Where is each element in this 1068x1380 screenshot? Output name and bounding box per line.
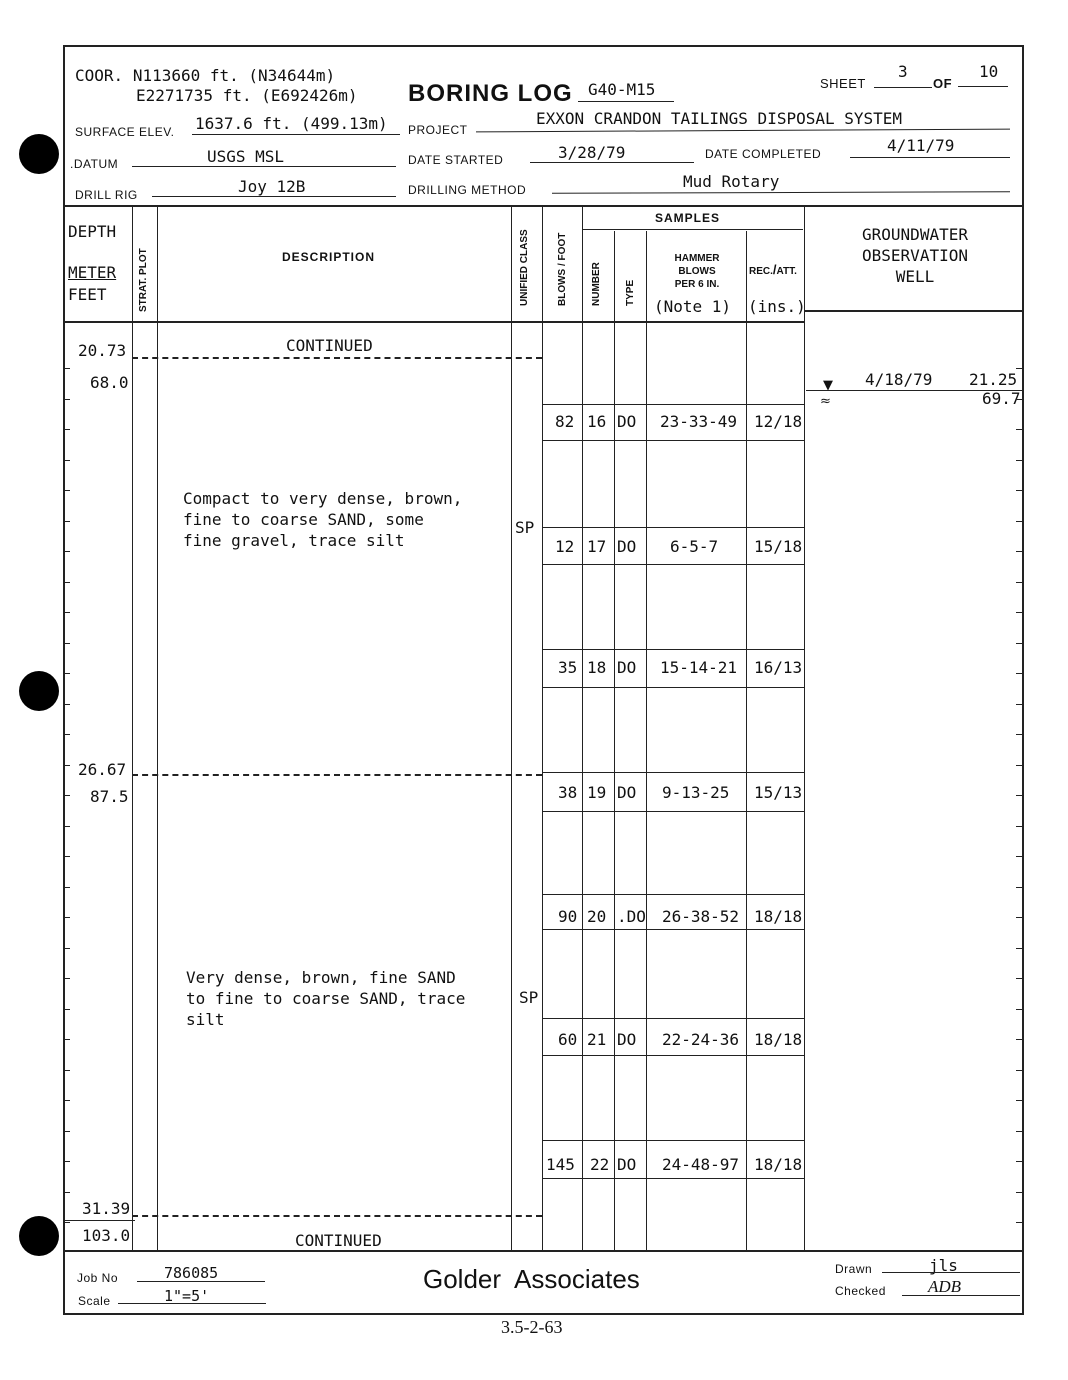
well-tick: [1016, 1009, 1023, 1010]
rec-att-header: REC./ATT.: [749, 262, 797, 277]
layer-2-class: SP: [519, 988, 539, 1007]
layer-1-description: Compact to very dense, brown, fine to coarse SAND, some fine gravel, trace silt: [183, 489, 463, 550]
column-header-bottom: [63, 321, 804, 323]
well-tick: [1016, 399, 1023, 400]
col-line-hammer: [746, 231, 747, 1250]
meter-header: METER: [68, 263, 117, 282]
sample-type: DO: [617, 412, 637, 431]
water-depth-feet: 69.7: [982, 389, 1021, 408]
depth-tick: [63, 887, 70, 888]
sample-recovery: 18/18: [754, 1155, 803, 1174]
job-number-label: Job No: [77, 1271, 119, 1285]
sheet-label: SHEET: [820, 76, 866, 91]
col-line-strat: [157, 206, 158, 1250]
well-tick: [1016, 1192, 1023, 1193]
date-completed-underline: [850, 157, 1010, 158]
hammer-note: (Note 1): [654, 297, 732, 316]
surface-elev-label: SURFACE ELEV.: [75, 125, 175, 139]
gw-header-bottom: [804, 310, 1024, 312]
coor-north: N113660 ft. (N34644m): [132, 66, 336, 85]
well-tick: [1016, 460, 1023, 461]
col-line-class: [542, 206, 543, 1250]
depth-tick: [63, 1131, 70, 1132]
header-separator: [63, 205, 1024, 207]
well-tick: [1016, 612, 1023, 613]
unified-class-header: UNIFIED CLASS: [519, 229, 530, 306]
drawn-by: jls: [929, 1256, 958, 1275]
depth-tick: [63, 429, 70, 430]
layer-boundary-bottom: [132, 1215, 542, 1217]
binder-hole-top: [19, 134, 59, 174]
depth-bottom-rule: [63, 1220, 135, 1221]
checked-by: ADB: [928, 1277, 962, 1296]
sample-number: 16: [587, 412, 607, 431]
sample-row-top: [542, 649, 804, 650]
sample-recovery: 15/13: [754, 783, 803, 802]
blows-foot-header: BLOWS / FOOT: [557, 232, 568, 306]
sample-number: 22: [590, 1155, 610, 1174]
sample-number: 20: [587, 907, 607, 926]
depth-tick: [63, 1222, 70, 1223]
sample-row-bottom: [542, 929, 804, 930]
sample-hammer: 15-14-21: [660, 658, 738, 677]
well-tick: [1016, 1070, 1023, 1071]
depth-tick: [63, 917, 70, 918]
depth-tick: [63, 1039, 70, 1040]
coor-east: E2271735 ft. (E692426m): [136, 86, 358, 105]
drill-rig-label: DRILL RIG: [75, 188, 138, 202]
sample-recovery: 12/18: [754, 412, 803, 431]
type-header: TYPE: [625, 279, 636, 306]
well-tick: [1016, 1131, 1023, 1132]
rec-unit: (ins.): [748, 297, 806, 316]
well-tick: [1016, 1222, 1023, 1223]
sample-row-top: [542, 527, 804, 528]
well-tick: [1016, 826, 1023, 827]
sample-type: DO: [617, 537, 637, 556]
depth-tick: [63, 399, 70, 400]
drawn-underline: [882, 1272, 1020, 1273]
sample-type: DO: [617, 658, 637, 677]
depth-bot-feet: 103.0: [82, 1226, 131, 1245]
datum-underline: [132, 166, 396, 167]
depth-tick: [63, 704, 70, 705]
project-label: PROJECT: [408, 123, 468, 137]
sample-row-top: [542, 1018, 804, 1019]
date-started-label: DATE STARTED: [408, 153, 504, 167]
checked-label: Checked: [835, 1284, 886, 1298]
date-started: 3/28/79: [558, 143, 626, 162]
depth-tick: [63, 734, 70, 735]
sample-row-bottom: [542, 440, 804, 441]
sample-hammer: 22-24-36: [662, 1030, 740, 1049]
well-tick: [1016, 948, 1023, 949]
depth-header: DEPTH: [68, 222, 117, 241]
gw-line-1: GROUNDWATER: [862, 225, 968, 244]
sample-hammer: 23-33-49: [660, 412, 738, 431]
sample-blows: 82: [555, 412, 575, 431]
col-line-desc: [511, 206, 512, 1250]
sample-type: DO: [617, 1155, 637, 1174]
surface-elev: 1637.6 ft. (499.13m): [195, 114, 388, 133]
well-tick: [1016, 887, 1023, 888]
sheet-number: 3: [898, 62, 908, 81]
sample-number: 17: [587, 537, 607, 556]
depth-tick: [63, 1070, 70, 1071]
well-tick: [1016, 368, 1023, 369]
datum-label: .DATUM: [70, 157, 119, 171]
sample-type: DO: [617, 1030, 637, 1049]
continued-top: CONTINUED: [286, 336, 373, 355]
drill-rig-underline: [152, 196, 396, 197]
hammer-line-2: BLOWS: [678, 266, 716, 277]
depth-tick: [63, 1192, 70, 1193]
water-depth-meter: 21.25: [969, 370, 1018, 389]
boring-id: G40-M15: [588, 80, 656, 99]
depth-tick: [63, 856, 70, 857]
sample-blows: 38: [558, 783, 578, 802]
hammer-line-1: HAMMER: [674, 253, 720, 264]
depth-top-meter: 20.73: [78, 341, 127, 360]
job-number: 786085: [164, 1264, 219, 1282]
boring-log-title: BORING LOG: [408, 80, 573, 107]
col-line-rec: [804, 206, 805, 1250]
datum: USGS MSL: [207, 147, 285, 166]
sample-recovery: 16/13: [754, 658, 803, 677]
sample-blows: 90: [558, 907, 578, 926]
well-tick: [1016, 1100, 1023, 1101]
checked-underline: [902, 1295, 1020, 1296]
surface-elev-underline: [192, 134, 400, 135]
depth-tick: [63, 643, 70, 644]
depth-tick: [63, 460, 70, 461]
depth-bot-meter: 31.39: [82, 1199, 131, 1218]
layer-boundary-top: [132, 357, 542, 359]
sheet-number-underline: [874, 87, 932, 88]
gw-line-2: OBSERVATION: [862, 246, 968, 265]
binder-hole-bottom: [19, 1216, 59, 1256]
sample-blows: 60: [558, 1030, 578, 1049]
coordinates: [75, 66, 358, 106]
sample-number: 18: [587, 658, 607, 677]
sample-row-bottom: [542, 687, 804, 688]
continued-bottom: CONTINUED: [295, 1231, 382, 1250]
well-tick: [1016, 856, 1023, 857]
depth-tick: [63, 673, 70, 674]
well-tick: [1016, 673, 1023, 674]
drill-rig: Joy 12B: [238, 177, 306, 196]
depth-mid-meter: 26.67: [78, 760, 127, 779]
binder-hole-middle: [19, 671, 59, 711]
date-started-underline: [530, 162, 694, 163]
col-line-blows: [582, 206, 583, 1250]
sample-recovery: 15/18: [754, 537, 803, 556]
depth-tick: [63, 948, 70, 949]
sample-row-bottom: [542, 811, 804, 812]
rec-label: REC.: [749, 266, 773, 277]
sheet-total-underline: [958, 86, 1008, 87]
drilling-method: Mud Rotary: [683, 172, 780, 191]
well-tick: [1016, 521, 1023, 522]
water-wave-icon: ≈: [820, 394, 831, 409]
drawn-label: Drawn: [835, 1262, 873, 1276]
depth-tick: [63, 1100, 70, 1101]
scale-underline: [118, 1303, 266, 1304]
well-tick: [1016, 643, 1023, 644]
depth-tick: [63, 368, 70, 369]
well-tick: [1016, 765, 1023, 766]
date-completed: 4/11/79: [887, 136, 955, 155]
sample-hammer: 24-48-97: [662, 1155, 740, 1174]
well-tick: [1016, 582, 1023, 583]
feet-header: FEET: [68, 285, 107, 304]
sample-number: 21: [587, 1030, 607, 1049]
sample-type: .DO: [617, 907, 646, 926]
well-tick: [1016, 734, 1023, 735]
depth-tick: [63, 1009, 70, 1010]
well-tick: [1016, 429, 1023, 430]
layer-1-class: SP: [515, 518, 535, 537]
description-header: DESCRIPTION: [282, 250, 376, 264]
sample-row-bottom: [542, 1178, 804, 1179]
well-tick: [1016, 1161, 1023, 1162]
sample-blows: 35: [558, 658, 578, 677]
sample-row-bottom: [542, 1055, 804, 1056]
col-line-number: [614, 231, 615, 1250]
depth-mid-feet: 87.5: [90, 787, 129, 806]
sample-type: DO: [617, 783, 637, 802]
water-date: 4/18/79: [865, 370, 933, 389]
sample-hammer: 6-5-7: [670, 537, 719, 556]
depth-tick: [63, 551, 70, 552]
sample-recovery: 18/18: [754, 1030, 803, 1049]
sample-row-top: [542, 772, 804, 773]
strat-plot-header: STRAT. PLOT: [138, 248, 149, 312]
well-tick: [1016, 795, 1023, 796]
depth-tick: [63, 521, 70, 522]
depth-tick: [63, 582, 70, 583]
water-level-icon: ▼: [823, 378, 833, 393]
hammer-line-3: PER 6 IN.: [674, 279, 720, 290]
sample-recovery: 18/18: [754, 907, 803, 926]
date-completed-label: DATE COMPLETED: [705, 147, 822, 161]
sample-row-top: [542, 1140, 804, 1141]
drilling-method-label: DRILLING METHOD: [408, 183, 527, 197]
depth-tick: [63, 1161, 70, 1162]
att-label: ATT.: [776, 266, 797, 277]
well-tick: [1016, 917, 1023, 918]
sample-blows: 145: [546, 1155, 575, 1174]
samples-header-rule: [582, 229, 803, 230]
sheet-total: 10: [979, 62, 999, 81]
job-number-underline: [137, 1281, 265, 1282]
samples-header: SAMPLES: [655, 211, 721, 225]
scale: 1"=5': [164, 1287, 210, 1305]
gw-line-3: WELL: [895, 267, 935, 286]
sample-number: 19: [587, 783, 607, 802]
depth-tick: [63, 612, 70, 613]
col-line-type: [646, 231, 647, 1250]
well-tick: [1016, 978, 1023, 979]
scale-label: Scale: [78, 1294, 111, 1308]
well-tick: [1016, 490, 1023, 491]
sample-hammer: 26-38-52: [662, 907, 740, 926]
sample-blows: 12: [555, 537, 575, 556]
depth-tick: [63, 826, 70, 827]
company-name: Golder Associates: [423, 1264, 640, 1294]
number-header: NUMBER: [591, 262, 602, 306]
sample-hammer: 9-13-25: [662, 783, 730, 802]
page-number: 3.5-2-63: [501, 1317, 563, 1337]
layer-2-description: Very dense, brown, fine SAND to fine to coarse SAND, trace silt: [186, 968, 466, 1029]
well-tick: [1016, 551, 1023, 552]
depth-tick: [63, 795, 70, 796]
depth-tick: [63, 765, 70, 766]
sample-row-bottom: [542, 564, 804, 565]
depth-tick: [63, 978, 70, 979]
footer-separator: [63, 1250, 1024, 1252]
boring-id-underline: [578, 101, 674, 102]
sample-row-top: [542, 404, 804, 405]
hammer-blows-header: [650, 252, 744, 291]
layer-boundary-mid: [132, 774, 542, 776]
sample-row-top: [542, 894, 804, 895]
coor-label: COOR.: [75, 66, 124, 85]
project-name: EXXON CRANDON TAILINGS DISPOSAL SYSTEM: [536, 109, 903, 128]
depth-top-feet: 68.0: [90, 373, 129, 392]
depth-tick: [63, 490, 70, 491]
well-tick: [1016, 1039, 1023, 1040]
of-label: OF: [933, 76, 953, 91]
groundwater-header: [808, 224, 1022, 287]
well-tick: [1016, 704, 1023, 705]
col-line-depth: [132, 206, 133, 1250]
